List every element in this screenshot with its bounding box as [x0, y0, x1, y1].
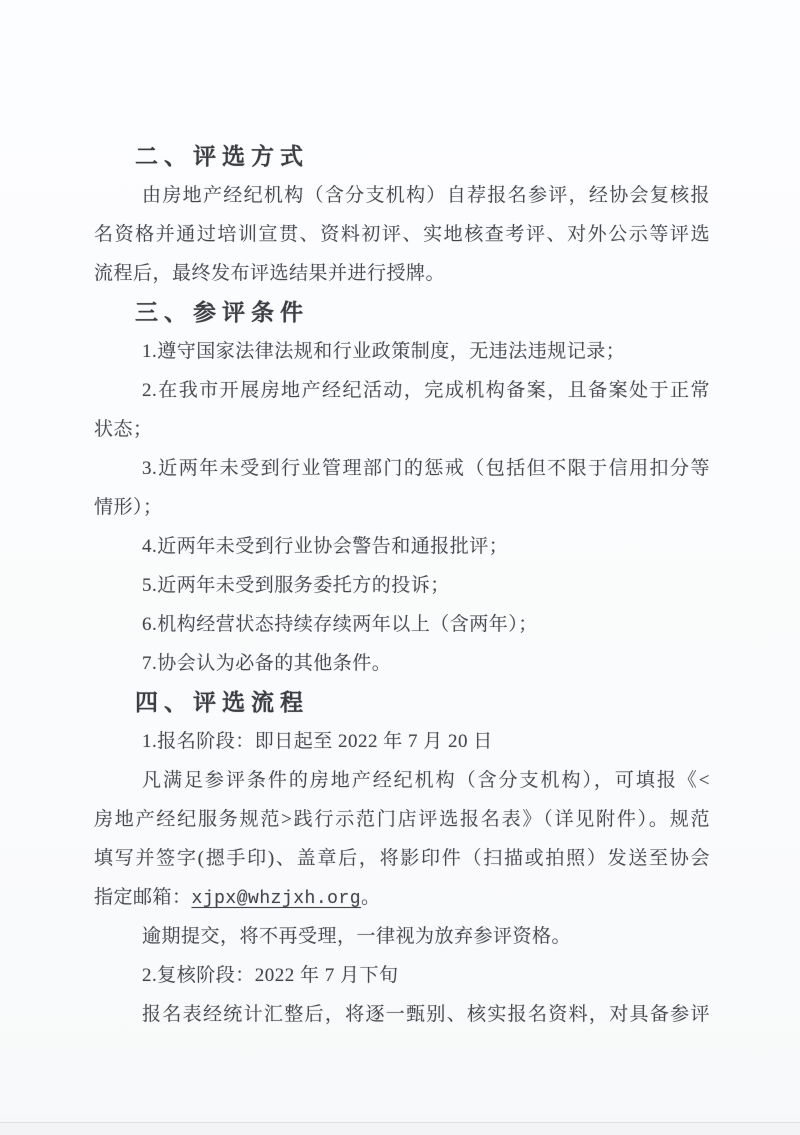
doc-line: 由房地产经纪机构（含分支机构）自荐报名参评，经协会复核报	[142, 185, 710, 206]
email-line	[94, 878, 710, 917]
doc-line-condition-6: 6.机构经营状态持续存续两年以上（含两年）；	[142, 614, 538, 635]
doc-line: 名资格并通过培训宣贯、资料初评、实地核查考评、对外公示等评选	[94, 224, 710, 245]
doc-line: 状态；	[94, 419, 153, 440]
scan-page-edge-shade	[0, 1123, 800, 1135]
doc-line-review-phase: 2.复核阶段：2022 年 7 月下旬	[142, 965, 399, 986]
doc-line-condition-2: 2.在我市开展房地产经纪活动，完成机构备案，且备案处于正常	[142, 380, 710, 401]
doc-line: 流程后，最终发布评选结果并进行授牌。	[94, 263, 446, 284]
heading-section-2-selection-method: 二、评选方式	[135, 144, 309, 169]
doc-line-condition-3: 3.近两年未受到行业管理部门的惩戒（包括但不限于信用扣分等	[142, 458, 710, 479]
doc-line-deadline-note: 逾期提交，将不再受理，一律视为放弃参评资格。	[142, 926, 572, 947]
doc-line-condition-4: 4.近两年未受到行业协会警告和通报批评；	[142, 536, 509, 557]
email-address: xjpx@whzjxh.org	[191, 889, 362, 909]
email-suffix: 。	[361, 887, 381, 908]
heading-section-3-entry-conditions: 三、参评条件	[135, 300, 309, 325]
doc-line: 报名表经统计汇整后，将逐一甄别、核实报名资料，对具备参评	[142, 1004, 710, 1025]
doc-line: 凡满足参评条件的房地产经纪机构（含分支机构），可填报《<	[142, 770, 710, 791]
doc-line: 情形）；	[94, 497, 163, 518]
email-label: 指定邮箱：	[94, 887, 192, 908]
doc-line-registration-phase: 1.报名阶段：即日起至 2022 年 7 月 20 日	[142, 731, 493, 752]
doc-line: 房地产经纪服务规范>践行示范门店评选报名表》（详见附件）。规范	[94, 809, 710, 830]
heading-section-4-selection-process: 四、评选流程	[135, 690, 309, 715]
doc-line: 填写并签字(摁手印)、盖章后，将影印件（扫描或拍照）发送至协会	[94, 848, 710, 869]
doc-line-condition-7: 7.协会认为必备的其他条件。	[142, 653, 392, 674]
doc-line-condition-5: 5.近两年未受到服务委托方的投诉；	[142, 575, 450, 596]
doc-line-condition-1: 1.遵守国家法律法规和行业政策制度，无违法违规记录；	[142, 341, 626, 362]
